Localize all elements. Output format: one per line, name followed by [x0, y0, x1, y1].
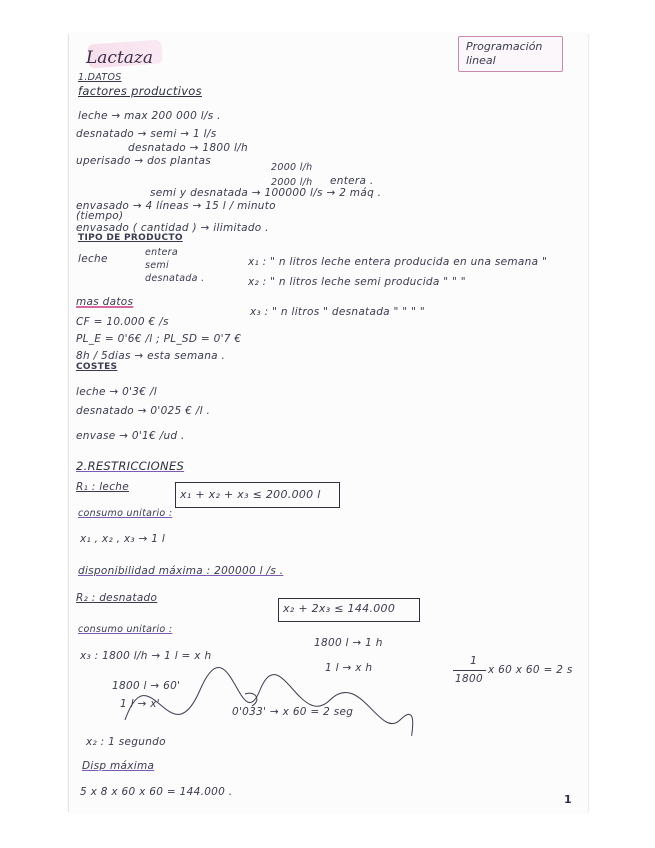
- rule-bottom: 1 l → x h: [325, 662, 373, 674]
- coste-desnatado: desnatado → 0'025 € /l .: [76, 405, 211, 417]
- page-title: Lactaza: [86, 48, 154, 68]
- envasado-line-2: envasado ( cantidad ) → ilimitado .: [76, 222, 269, 234]
- cf-line: CF = 10.000 € /s: [76, 316, 169, 328]
- desnatado-line-2: desnatado → 1800 l/h: [128, 142, 248, 154]
- scribble-3: 0'033' → x 60 = 2 seg: [232, 706, 354, 718]
- section1-heading: 1.DATOS: [78, 72, 122, 83]
- type-semi: semi: [145, 260, 169, 271]
- consumo-unitario-1: consumo unitario :: [78, 508, 173, 519]
- disponibilidad-1: disponibilidad máxima : 200000 l /s .: [78, 565, 284, 577]
- rule-top: 1800 l → 1 h: [314, 637, 383, 649]
- costes-heading: COSTES: [76, 362, 118, 372]
- consumo-unitario-2: consumo unitario :: [78, 624, 173, 635]
- type-desnatada: desnatada .: [145, 273, 205, 284]
- consumo-1-value: x₁ , x₂ , x₃ → 1 l: [80, 533, 166, 545]
- type-entera: entera: [145, 247, 178, 258]
- r1-constraint: x₁ + x₂ + x₃ ≤ 200.000 l: [180, 488, 321, 501]
- envasado-line-1: envasado → 4 líneas → 15 l / minuto: [76, 200, 276, 212]
- fraction-numerator: 1: [470, 654, 478, 667]
- subject-line-1: Programación: [466, 40, 543, 53]
- x2-line: x₂ : 1 segundo: [86, 736, 166, 748]
- coste-leche: leche → 0'3€ /l: [76, 386, 157, 398]
- fraction-rest: x 60 x 60 = 2 s: [488, 664, 573, 676]
- r2-constraint: x₂ + 2x₃ ≤ 144.000: [283, 602, 396, 615]
- r2-label: R₂ : desnatado: [76, 592, 158, 604]
- entera-note: entera .: [330, 175, 374, 187]
- plantas-top: 2000 l/h: [271, 162, 313, 173]
- var-x2: x₂ : " n litros leche semi producida " " ": [248, 276, 466, 288]
- disp-maxima-heading: Disp máxima: [82, 760, 155, 772]
- horas-line: 8h / 5dias → esta semana .: [76, 350, 226, 362]
- scribble-2: 1 l → x': [120, 698, 160, 710]
- coste-envase: envase → 0'1€ /ud .: [76, 430, 185, 442]
- var-x1: x₁ : " n litros leche entera producida en una semana ": [248, 256, 548, 268]
- page-number: 1: [564, 793, 572, 806]
- leche-line: leche → max 200 000 l/s .: [78, 110, 221, 122]
- var-x3: x₃ : " n litros " desnatada " " " ": [250, 306, 425, 318]
- final-calc: 5 x 8 x 60 x 60 = 144.000 .: [80, 786, 233, 798]
- tiempo-label: (tiempo): [76, 210, 124, 222]
- x3-line: x₃ : 1800 l/h → 1 l = x h: [80, 650, 212, 662]
- r1-label: R₁ : leche: [76, 481, 129, 493]
- plantas-bottom: 2000 l/h: [271, 177, 313, 188]
- fraction-denominator: 1800: [455, 673, 483, 685]
- pl-line: PL_E = 0'6€ /l ; PL_SD = 0'7 €: [76, 333, 242, 345]
- tipo-heading: TIPO DE PRODUCTO: [78, 233, 183, 243]
- desnatado-line-1: desnatado → semi → 1 l/s: [76, 128, 217, 140]
- scribble-1: 1800 l → 60': [112, 680, 181, 692]
- mas-datos-heading: mas datos: [76, 296, 134, 308]
- uperisado-line: uperisado → dos plantas: [76, 155, 211, 167]
- semi-desnatada-line: semi y desnatada → 100000 l/s → 2 máq .: [150, 187, 382, 199]
- leche-type-label: leche: [78, 253, 108, 265]
- factores-heading: factores productivos: [78, 84, 202, 98]
- subject-line-2: lineal: [466, 54, 496, 67]
- section2-heading: 2.RESTRICCIONES: [76, 459, 185, 473]
